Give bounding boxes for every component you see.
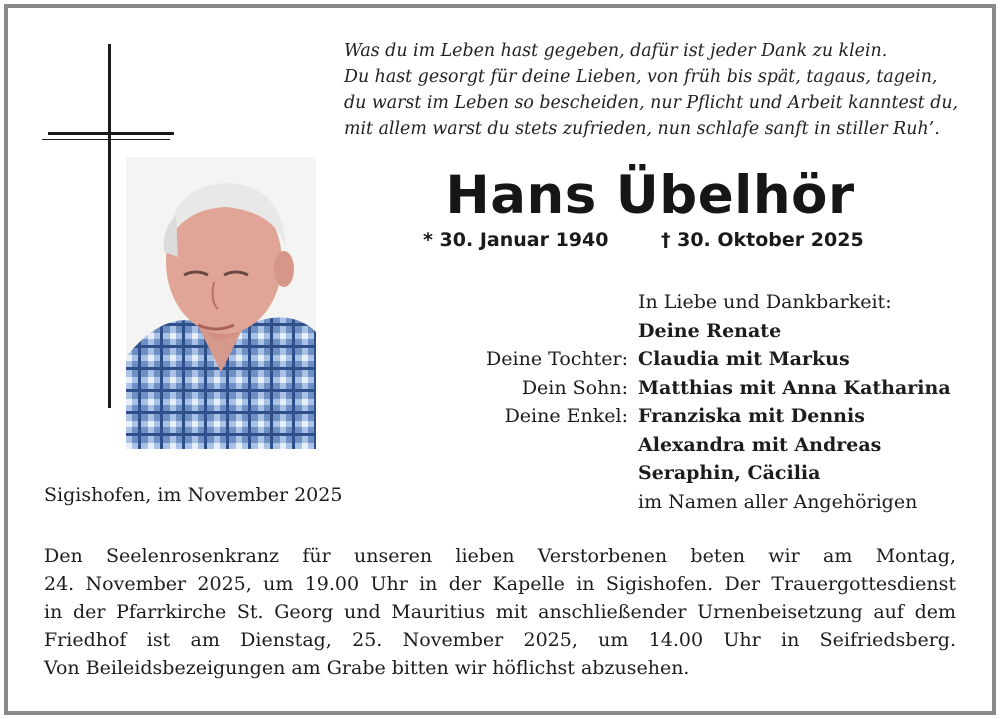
poem-line: mit allem warst du stets zufrieden, nun schlafe sanft in stiller Ruh’.: [344, 119, 940, 139]
birth-date: * 30. Januar 1940: [423, 229, 609, 251]
mourner-names: im Namen aller Angehörigen: [638, 490, 918, 513]
mourner-names: Claudia mit Markus: [638, 348, 850, 370]
poem-line: du warst im Leben so bescheiden, nur Pflicht und Arbeit kanntest du,: [344, 93, 959, 113]
mourner-row: [440, 402, 985, 431]
mourner-relation: [440, 431, 638, 460]
mourner-names: Matthias mit Anna Katharina: [638, 376, 951, 399]
mourner-relation: [440, 459, 638, 488]
mourner-names: Franziska mit Dennis: [638, 405, 865, 427]
cross-vertical-beam: [108, 44, 111, 408]
mourner-relation: Deine Enkel:: [504, 405, 628, 427]
notice-line: Den Seelenrosenkranz für unseren lieben Verstorbenen beten wir am Montag,: [44, 545, 956, 567]
mourner-row: [440, 288, 985, 317]
mourner-row: [440, 374, 985, 403]
mourner-row: [440, 431, 985, 460]
place-date: Sigishofen, im November 2025: [44, 484, 343, 506]
mourner-relation: Dein Sohn:: [521, 376, 628, 399]
notice-line: Friedhof ist am Dienstag, 25. November 2025, um 14.00 Uhr in Seifriedsberg.: [44, 629, 956, 651]
notice-line: Von Beileidsbezeigungen am Grabe bitten wir höflichst abzusehen.: [44, 657, 690, 679]
mourner-relation: Deine Tochter:: [486, 348, 628, 370]
mourner-relation: [440, 488, 638, 517]
poem-line: Du hast gesorgt für deine Lieben, von früh bis spät, tagaus, tagein,: [344, 67, 938, 87]
mourner-relation: [440, 317, 638, 346]
mourner-row: [440, 488, 985, 517]
mourner-names: Alexandra mit Andreas: [638, 433, 882, 456]
mourner-row: [440, 459, 985, 488]
mourner-row: [440, 317, 985, 346]
mourner-names: In Liebe und Dankbarkeit:: [638, 291, 892, 313]
poem-line: Was du im Leben hast gegeben, dafür ist jeder Dank zu klein.: [344, 41, 888, 61]
mourner-names: Seraphin, Cäcilia: [638, 462, 821, 484]
mourner-names: Deine Renate: [638, 319, 782, 342]
portrait-photo: [126, 157, 316, 449]
notice-line: in der Pfarrkirche St. Georg und Mauritius mit anschließender Urnenbeisetzung auf dem: [44, 601, 956, 623]
cross-horizontal-beam: [48, 132, 174, 135]
death-date: † 30. Oktober 2025: [661, 229, 864, 251]
cross-horizontal-line: [42, 139, 170, 140]
notice-line: 24. November 2025, um 19.00 Uhr in der Kapelle in Sigishofen. Der Trauergottesdienst: [44, 573, 956, 595]
mourner-row: [440, 345, 985, 374]
deceased-name: Hans Übelhör: [445, 165, 855, 226]
mourners-list: [440, 288, 985, 516]
mourner-relation: [440, 288, 638, 317]
poem: [344, 38, 984, 142]
service-notice: [44, 542, 956, 682]
